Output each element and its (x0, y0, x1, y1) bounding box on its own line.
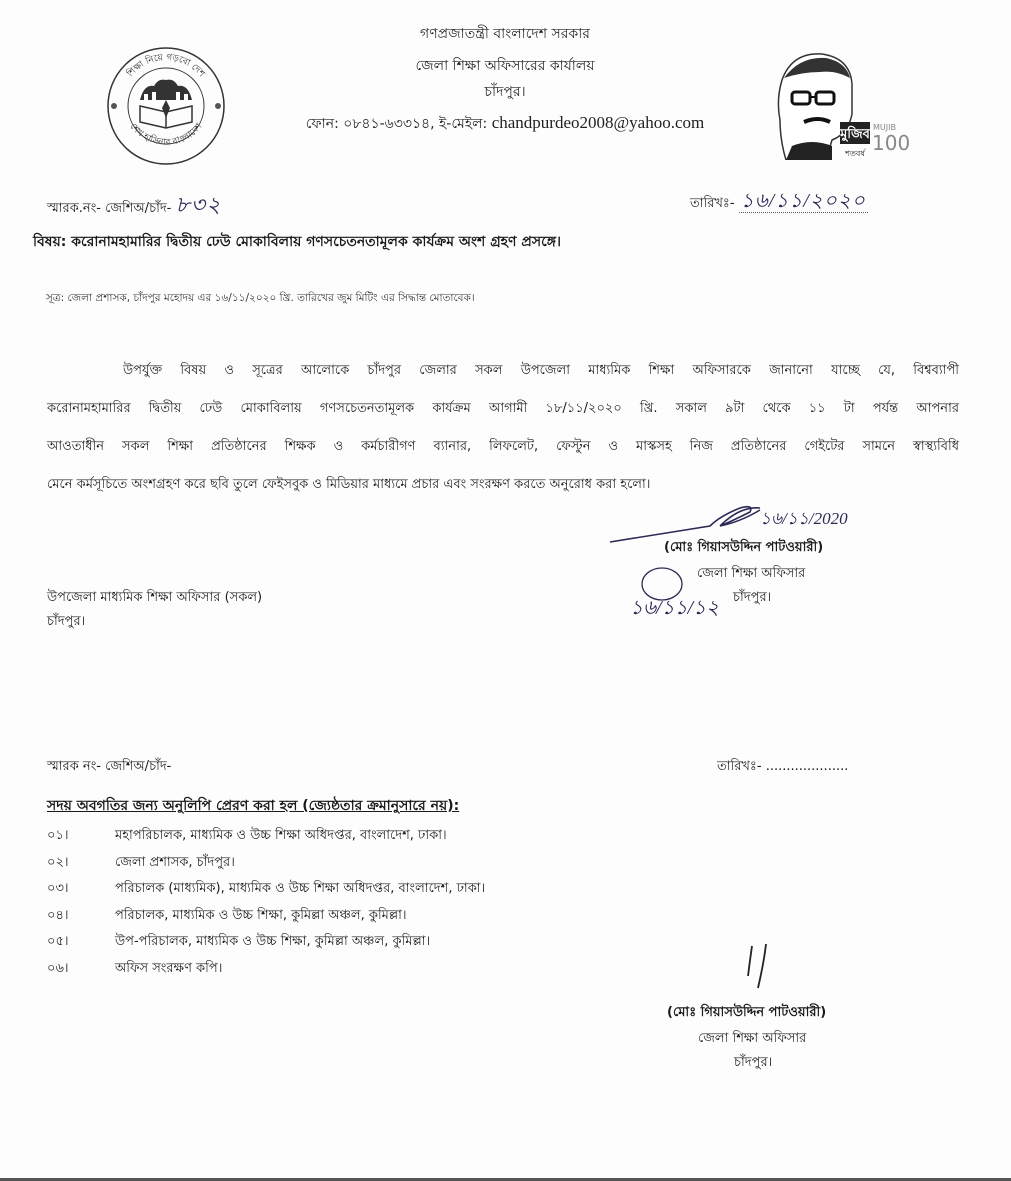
mujib-logo-num-text: 100 (872, 131, 911, 155)
list-item-text: জেলা প্রশাসক, চাঁদপুর। (115, 854, 235, 870)
signature2-place: চাঁদপুর। (734, 1055, 773, 1070)
date-handwritten: ১৬/১১/২০২০ (740, 190, 866, 212)
list-item-text: মহাপরিচালক, মাধ্যমিক ও উচ্চ শিক্ষা অধিদপ্তর, বাংলাদেশ, ঢাকা। (115, 828, 447, 843)
mujib-logo-en-text: MUJIB (873, 123, 896, 132)
signature1-handwritten-note: ১৬/১১/১২ (630, 597, 720, 619)
signature-scribble-icon (600, 486, 890, 546)
body-line: আওতাধীন সকল শিক্ষা প্রতিষ্ঠানের শিক্ষক ও কর্মচারীগণ ব্যানার, লিফলেট, ফেস্টুন ও মাস্কসহ নিজ প্রতিষ্ঠানের গেইটের সামনে স্বাস্থ্যবিধি (47, 439, 959, 454)
body-paragraph (47, 352, 959, 504)
handwritten-initial-icon (628, 562, 738, 622)
education-logo-icon (104, 44, 228, 168)
body-line: করোনামহামারির দ্বিতীয় ঢেউ মোকাবিলায় গণসচেতনতামূলক কার্যক্রম আগামী ১৮/১১/২০২০ খ্রি. সকাল ৯টা থেকে ১১ টা পর্যন্ত আপনার (47, 401, 959, 416)
memo-label: স্মারক.নং- জেশিঅ/চাঁদ- (47, 201, 172, 216)
list-item (47, 959, 485, 986)
header-phone: ফোন: ০৮৪১-৬৩৩১৪, ই-মেইল: (305, 116, 492, 132)
memo-number (47, 188, 221, 225)
mujib-logo-bn-text: মুজিব (840, 127, 870, 142)
list-item (47, 879, 485, 906)
subject-line: বিষয়: করোনামহামারির দ্বিতীয় ঢেউ মোকাবিলায় গণসচেতনতামূলক কার্যক্রম অংশ গ্রহণ প্রসঙ্গে। (33, 234, 561, 250)
list-item-text: পরিচালক, মাধ্যমিক ও উচ্চ শিক্ষা, কুমিল্লা অঞ্চল, কুমিল্লা। (115, 907, 407, 923)
list-item-text: অফিস সংরক্ষণ কপি। (115, 960, 223, 976)
header-contact (280, 112, 730, 136)
body-line: মেনে কর্মসূচিতে অংশগ্রহণ করে ছবি তুলে ফেইসবুক ও মিডিয়ার মাধ্যমে প্রচার এবং সংরক্ষণ করতে অনুরোধ করা হলো। (47, 477, 651, 492)
signature1-title: জেলা শিক্ষা অফিসার (697, 566, 806, 581)
mujib-100-logo-icon (762, 50, 912, 160)
signature2-title: জেলা শিক্ষা অফিসার (698, 1031, 807, 1046)
header-email[interactable]: chandpurdeo2008@yahoo.com (491, 113, 705, 132)
list-item-text: পরিচালক (মাধ্যমিক), মাধ্যমিক ও উচ্চ শিক্ষা অধিদপ্তর, বাংলাদেশ, ঢাকা। (115, 881, 486, 896)
mujib-logo-sub-text: শতবর্ষ (845, 149, 865, 158)
header-office: জেলা শিক্ষা অফিসারের কার্যালয় (415, 58, 595, 74)
body-line: উপর্যুক্ত বিষয় ও সূত্রের আলোকে চাঁদপুর জেলার সকল উপজেলা মাধ্যমিক শিক্ষা অফিসারকে জানানো যাচ্ছে যে, বিশ্বব্যাপী (123, 363, 959, 378)
list-item-text: উপ-পরিচালক, মাধ্যমিক ও উচ্চ শিক্ষা, কুমিল্লা অঞ্চল, কুমিল্লা। (115, 934, 431, 949)
list-item (47, 826, 485, 853)
list-item-number: ০৩। (47, 881, 69, 896)
copy-memo-number: স্মারক নং- জেশিঅ/চাঁদ- (47, 759, 172, 774)
list-item (47, 906, 485, 933)
date-label: তারিখঃ- (690, 196, 735, 211)
list-item (47, 932, 485, 959)
list-item-number: ০২। (47, 854, 69, 870)
copy-distribution-title: সদয় অবগতির জন্য অনুলিপি প্রেরণ করা হল (জ্যেষ্ঠতার ক্রমানুসারে নয়): (47, 798, 460, 814)
signature1-place: চাঁদপুর। (733, 590, 772, 605)
recipient-place: চাঁদপুর। (47, 614, 86, 629)
signature2-name: (মোঃ গিয়াসউদ্দিন পাটওয়ারী) (667, 1005, 827, 1020)
copy-distribution-list (47, 826, 485, 985)
logo-bottom-text: শেখ হাসিনার বাংলাদেশ (127, 121, 205, 149)
copy-date (717, 757, 848, 778)
memo-handwritten-number: ৮৩২ (175, 192, 222, 217)
recipient-block (47, 586, 262, 634)
list-item (47, 853, 485, 880)
signature-mark-icon (740, 942, 780, 990)
svg-text:শিক্ষা নিয়ে গড়বো দেশ (124, 53, 206, 80)
recipient-title: উপজেলা মাধ্যমিক শিক্ষা অফিসার (সকল) (47, 590, 263, 605)
copy-date-placeholder: .................... (765, 759, 849, 774)
memo-date (690, 186, 868, 219)
list-item-number: ০৫। (47, 934, 69, 949)
list-item-number: ০১। (47, 828, 69, 843)
copy-date-label: তারিখঃ- (717, 759, 762, 774)
signature1-handwritten-date: ১৬/১১/2020 (760, 509, 848, 528)
header-government: গণপ্রজাতন্ত্রী বাংলাদেশ সরকার (420, 26, 590, 42)
list-item-number: ০৬। (47, 960, 69, 976)
header-district: চাঁদপুর। (484, 84, 526, 100)
source-reference: সূত্র: জেলা প্রশাসক, চাঁদপুর মহোদয় এর ১৬/১১/২০২০ খ্রি. তারিখের জুম মিটিং এর সিদ্ধান্ত মোতাবেক। (46, 292, 475, 304)
logo-top-text: শিক্ষা নিয়ে গড়বো দেশ (125, 52, 207, 80)
list-item-number: ০৪। (47, 907, 69, 923)
signature1-name: (মোঃ গিয়াসউদ্দিন পাটওয়ারী) (664, 540, 824, 555)
